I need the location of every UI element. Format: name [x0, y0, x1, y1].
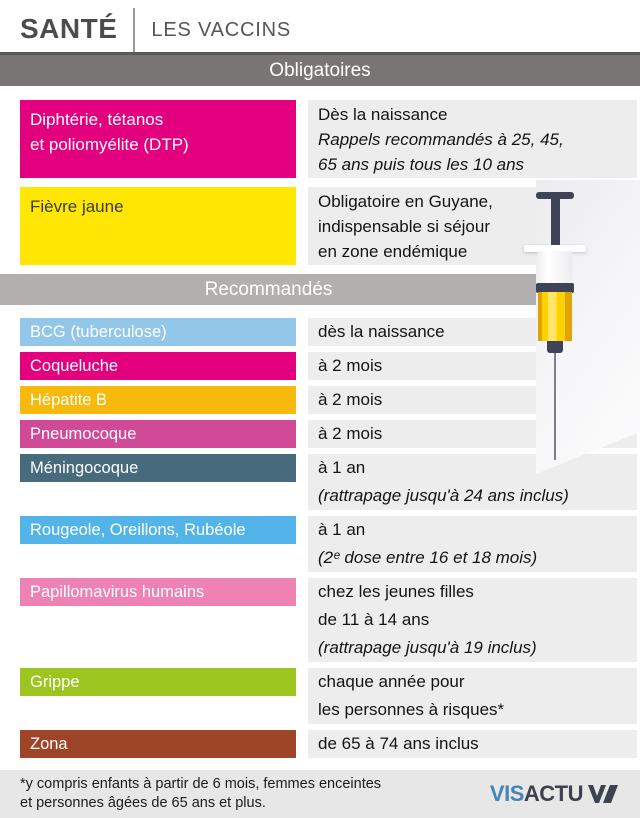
brand-title: SANTÉ	[20, 13, 118, 44]
vaccine-label: Hépatite B	[20, 386, 296, 414]
header-divider	[133, 8, 135, 52]
vaccine-note: chez les jeunes filles de 11 à 14 ans (rattrapage jusqu'à 19 inclus)	[308, 578, 637, 662]
vaccine-label: Grippe	[20, 668, 296, 696]
vaccine-note: à 1 an (rattrapage jusqu'à 24 ans inclus)	[308, 454, 637, 510]
vaccine-note: à 2 mois	[308, 420, 637, 448]
vaccine-row	[20, 516, 640, 572]
header	[0, 0, 640, 52]
visactu-logo-text-actu: ACTU	[523, 781, 583, 806]
visactu-logo-text-vis: VIS	[489, 781, 524, 806]
vaccine-note: à 2 mois	[308, 352, 637, 380]
vaccine-row	[20, 100, 640, 178]
vaccine-row	[20, 730, 640, 758]
vaccine-label: Rougeole, Oreillons, Rubéole	[20, 516, 296, 544]
vaccine-note: dès la naissance	[308, 318, 637, 346]
vaccine-label: Papillomavirus humains	[20, 578, 296, 606]
vaccine-note: de 65 à 74 ans inclus	[308, 730, 637, 758]
vaccine-note: à 1 an (2ᵉ dose entre 16 et 18 mois)	[308, 516, 637, 572]
vaccine-label: BCG (tuberculose)	[20, 318, 296, 346]
section-band-recommandes: Recommandés	[0, 274, 537, 305]
section-band-obligatoires: Obligatoires	[0, 55, 640, 86]
vaccine-note: Obligatoire en Guyane, indispensable si séjour en zone endémique	[308, 187, 637, 265]
vaccine-label: Coqueluche	[20, 352, 296, 380]
visactu-logo-mark	[588, 784, 618, 804]
footnote	[20, 775, 381, 813]
vaccine-note: Dès la naissance Rappels recommandés à 25, 45, 65 ans puis tous les 10 ans	[308, 100, 637, 178]
vaccine-label: Pneumocoque	[20, 420, 296, 448]
page-title: LES VACCINS	[151, 19, 291, 41]
vaccine-note: chaque année pour les personnes à risques*	[308, 668, 637, 724]
vaccine-label: Diphtérie, tétanos et poliomyélite (DTP)	[20, 100, 296, 178]
vaccine-note: à 2 mois	[308, 386, 637, 414]
vaccine-label: Fièvre jaune	[20, 187, 296, 265]
vaccine-row	[20, 578, 640, 662]
vaccine-label: Méningocoque	[20, 454, 296, 482]
vaccine-row	[20, 668, 640, 724]
footnote-line-1: *y compris enfants à partir de 6 mois, femmes enceintes	[20, 776, 382, 792]
footnote-line-2: et personnes âgées de 65 ans et plus.	[20, 795, 266, 811]
visactu-logo	[490, 781, 618, 807]
footer	[0, 770, 640, 818]
vaccine-label: Zona	[20, 730, 296, 758]
